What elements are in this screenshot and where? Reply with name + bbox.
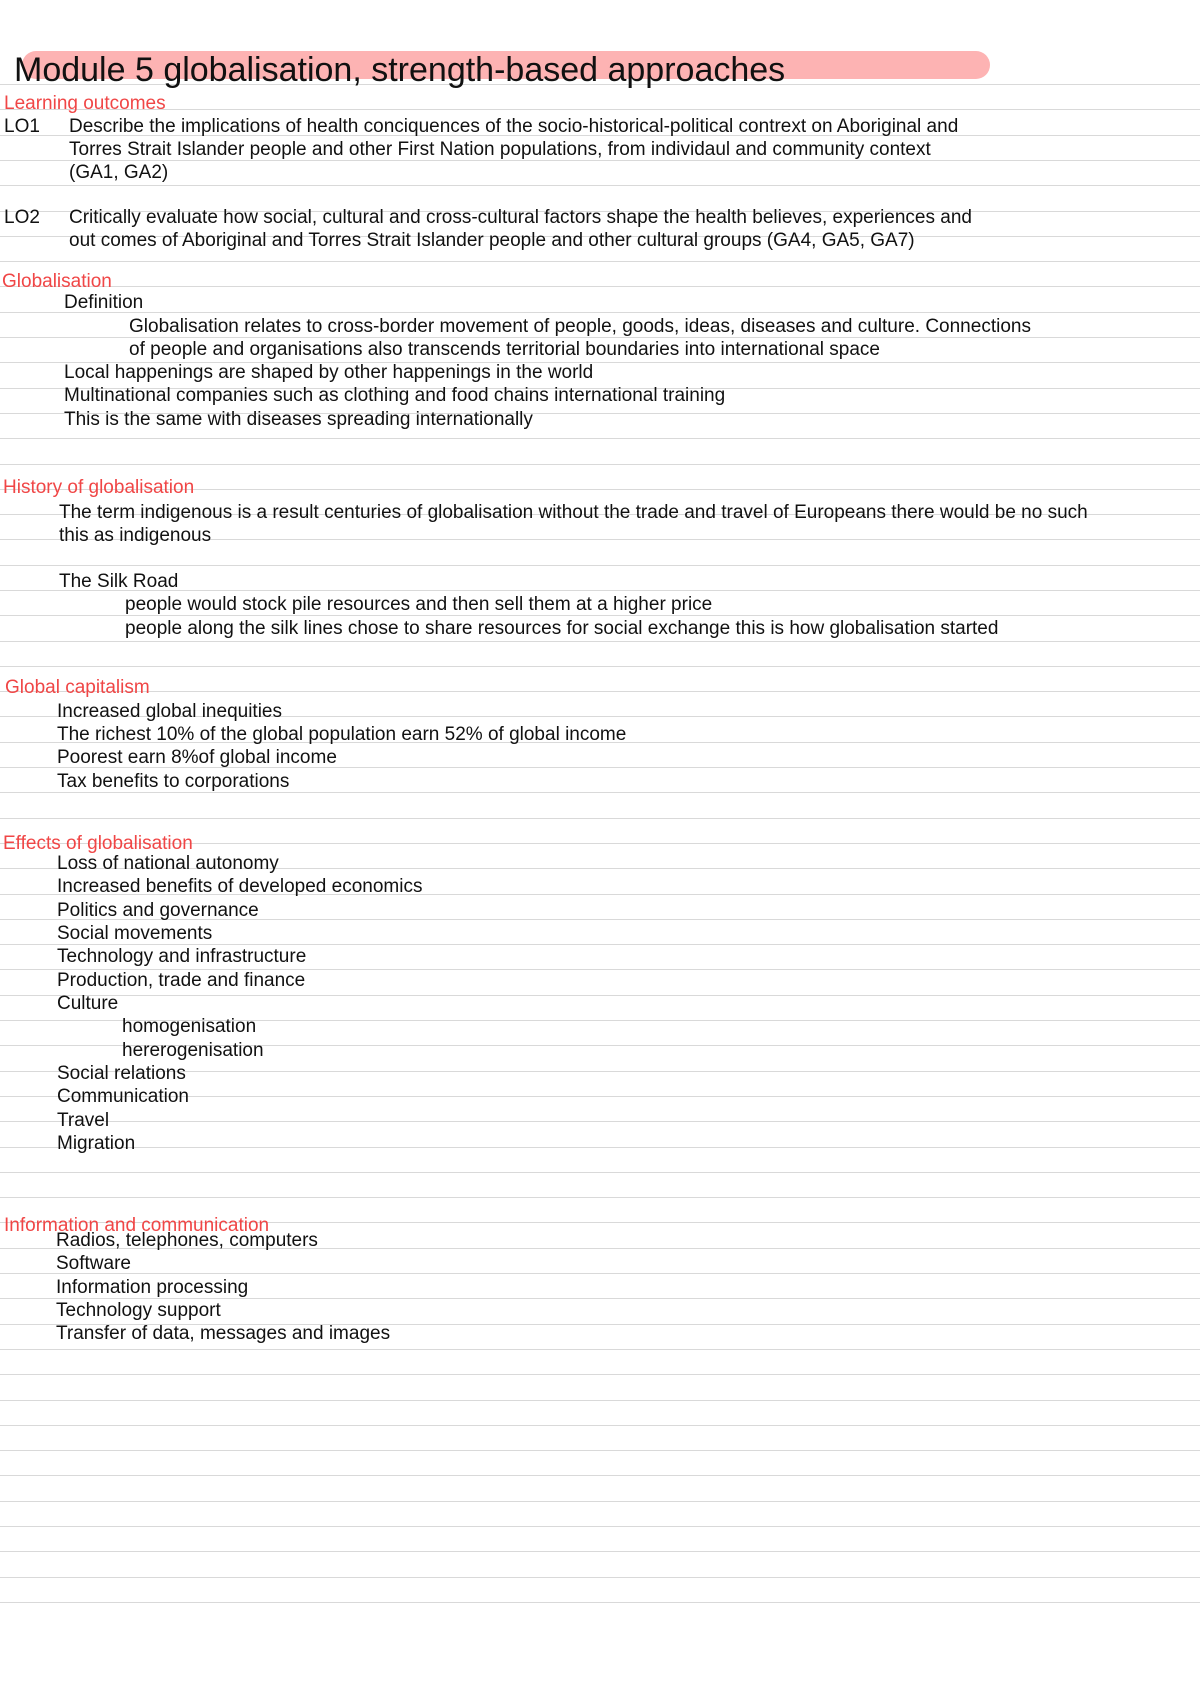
lo1-line: (GA1, GA2) xyxy=(69,162,169,183)
lo2-code: LO2 xyxy=(4,207,40,228)
rule-line xyxy=(0,1501,1200,1502)
effects-point: Increased benefits of developed economics xyxy=(57,876,423,897)
effects-point: Culture xyxy=(57,993,119,1014)
lo2-line: out comes of Aboriginal and Torres Strait Islander people and other cultural groups (GA4, GA5, GA7) xyxy=(69,230,915,251)
heading-global-capitalism: Global capitalism xyxy=(5,677,150,698)
lo1-code: LO1 xyxy=(4,116,40,137)
rule-line xyxy=(0,995,1200,996)
rule-line xyxy=(0,1374,1200,1375)
rule-line xyxy=(0,565,1200,566)
capitalism-point: Tax benefits to corporations xyxy=(57,771,290,792)
effects-point: Loss of national autonomy xyxy=(57,853,279,874)
history-line: this as indigenous xyxy=(59,525,212,546)
rule-line xyxy=(0,1450,1200,1451)
silk-road-point: people would stock pile resources and then sell them at a higher price xyxy=(125,594,713,615)
history-line: The term indigenous is a result centuries of globalisation without the trade and travel of Europeans there would be no such xyxy=(59,502,1088,523)
rule-line xyxy=(0,1273,1200,1274)
culture-subpoint: hererogenisation xyxy=(122,1040,264,1061)
effects-point: Politics and governance xyxy=(57,900,259,921)
effects-point: Production, trade and finance xyxy=(57,970,306,991)
rule-line xyxy=(0,1577,1200,1578)
info-comm-point: Information processing xyxy=(56,1277,249,1298)
rule-line xyxy=(0,286,1200,287)
rule-line xyxy=(0,185,1200,186)
rule-line xyxy=(0,438,1200,439)
lo2-line: Critically evaluate how social, cultural and cross-cultural factors shape the health believes, experiences and xyxy=(69,207,972,228)
info-comm-point: Radios, telephones, computers xyxy=(56,1230,318,1251)
page-title: Module 5 globalisation, strength-based approaches xyxy=(14,51,786,89)
globalisation-point: Multinational companies such as clothing and food chains international training xyxy=(64,385,726,406)
heading-globalisation: Globalisation xyxy=(2,271,112,292)
effects-point: Migration xyxy=(57,1133,136,1154)
effects-point: Travel xyxy=(57,1110,110,1131)
rule-line xyxy=(0,1172,1200,1173)
rule-line xyxy=(0,1425,1200,1426)
rule-line xyxy=(0,312,1200,313)
rule-line xyxy=(0,1475,1200,1476)
rule-line xyxy=(0,1197,1200,1198)
rule-line xyxy=(0,1602,1200,1603)
rule-line xyxy=(0,691,1200,692)
globalisation-point: This is the same with diseases spreading internationally xyxy=(64,409,533,430)
globalisation-point: Local happenings are shaped by other happenings in the world xyxy=(64,362,594,383)
capitalism-point: The richest 10% of the global population earn 52% of global income xyxy=(57,724,627,745)
silk-road-label: The Silk Road xyxy=(59,571,179,592)
rule-line xyxy=(0,641,1200,642)
definition-line: Globalisation relates to cross-border movement of people, goods, ideas, diseases and culture. Connections xyxy=(129,316,1031,337)
rule-line xyxy=(0,666,1200,667)
culture-subpoint: homogenisation xyxy=(122,1016,257,1037)
info-comm-point: Software xyxy=(56,1253,131,1274)
capitalism-point: Poorest earn 8%of global income xyxy=(57,747,337,768)
effects-point: Social movements xyxy=(57,923,213,944)
effects-point: Social relations xyxy=(57,1063,186,1084)
rule-line xyxy=(0,1147,1200,1148)
rule-line xyxy=(0,261,1200,262)
info-comm-point: Transfer of data, messages and images xyxy=(56,1323,391,1344)
definition-label: Definition xyxy=(64,292,144,313)
rule-line xyxy=(0,1400,1200,1401)
silk-road-point: people along the silk lines chose to share resources for social exchange this is how globalisation started xyxy=(125,618,999,639)
rule-line xyxy=(0,1526,1200,1527)
definition-line: of people and organisations also transcends territorial boundaries into international space xyxy=(129,339,880,360)
info-comm-point: Technology support xyxy=(56,1300,221,1321)
rule-line xyxy=(0,1121,1200,1122)
heading-learning-outcomes: Learning outcomes xyxy=(4,93,166,114)
lo1-line: Torres Strait Islander people and other First Nation populations, from individaul and community context xyxy=(69,139,931,160)
rule-line xyxy=(0,590,1200,591)
rule-line xyxy=(0,464,1200,465)
rule-line xyxy=(0,1349,1200,1350)
lo1-line: Describe the implications of health conciquences of the socio-historical-political contrext on Aboriginal and xyxy=(69,116,959,137)
effects-point: Communication xyxy=(57,1086,189,1107)
rule-line xyxy=(0,818,1200,819)
heading-effects: Effects of globalisation xyxy=(3,833,193,854)
capitalism-point: Increased global inequities xyxy=(57,701,282,722)
effects-point: Technology and infrastructure xyxy=(57,946,307,967)
rule-line xyxy=(0,1551,1200,1552)
heading-info-comm: Information and communication xyxy=(4,1215,270,1236)
heading-history: History of globalisation xyxy=(3,477,195,498)
rule-line xyxy=(0,109,1200,110)
